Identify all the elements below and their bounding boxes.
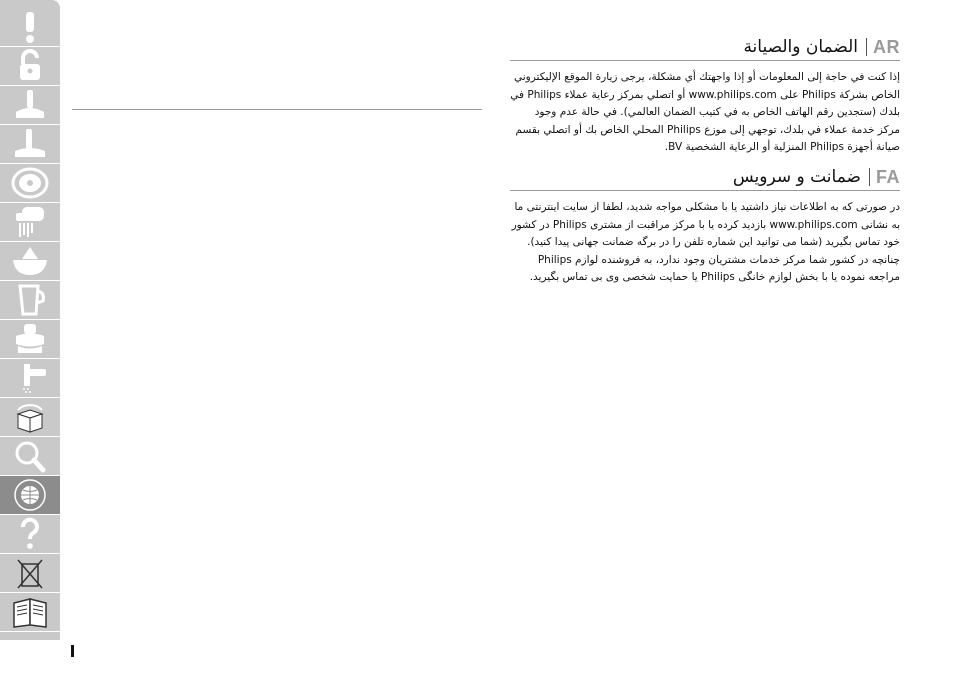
tab-citrus-press[interactable] bbox=[0, 242, 60, 281]
juicer-stand-icon bbox=[10, 88, 50, 122]
juicer-stand-icon bbox=[10, 127, 50, 161]
sidebar-tab-strip bbox=[0, 8, 60, 640]
tab-troubleshoot[interactable] bbox=[0, 437, 60, 476]
measuring-jug-icon bbox=[10, 283, 50, 317]
tab-shredder[interactable] bbox=[0, 203, 60, 242]
tab-juicer-stand-1[interactable] bbox=[0, 86, 60, 125]
tab-measuring-jug[interactable] bbox=[0, 281, 60, 320]
citrus-press-icon bbox=[10, 244, 50, 278]
shredder-icon bbox=[10, 205, 50, 239]
section-farsi-paragraph-2: چنانچه در كشور شما مركز خدمات مشتريان وجود ندارد، به فروشنده لوازم Philips مراجعه نموده يا با بخش لوازم خانگی Philips يا حمايت شخصی وی بی تماس بگيريد. bbox=[529, 253, 900, 283]
section-arabic-body bbox=[510, 69, 900, 157]
section-farsi-paragraph-1: در صورتی كه به اطلاعات نياز داشتيد يا با مشكلی مواجه شديد، لطفا از سايت اينترنتی ما به نشانی www.philips.com بازديد كرده يا با مركز مراقبت از مشتری Philips در كشور خود تماس بگيريد (شما می توانيد اين شماره تلفن را در برگه ضمانت جهانی پيدا كنيد). bbox=[511, 201, 900, 248]
section-farsi-header bbox=[510, 160, 900, 191]
tab-safety[interactable] bbox=[0, 8, 60, 47]
open-book-icon bbox=[10, 595, 50, 629]
tab-blender-base[interactable] bbox=[0, 320, 60, 359]
exclamation-icon bbox=[10, 10, 50, 44]
world-wide-guarantee-icon bbox=[10, 478, 50, 512]
unlocked-padlock-icon bbox=[10, 49, 50, 83]
storage-box-icon bbox=[10, 400, 50, 434]
title-separator bbox=[869, 168, 870, 186]
sidebar-top-cap bbox=[0, 0, 60, 8]
water-tap-icon bbox=[10, 361, 50, 395]
section-arabic-title: الضمان والصيانة bbox=[743, 37, 858, 57]
section-arabic-paragraph: إذا كنت في حاجة إلى المعلومات أو إذا واجهتك أي مشكلة، يرجى زيارة الموقع الإليكتروني الخاص بشركة Philips على www.philips.com أو اتصلي بمركز رعاية عملاء Philips في بلدك (ستجدين رقم الهاتف الخاص به في كتيب الضمان العالمي). في حالة عدم وجود مركز خدمة عملاء في بلدك، توجهي إلى موزع Philips المحلي الخاص بك أو اتصلي بقسم صيانة أجهزة Philips المنزلية أو الرعاية الشخصية BV. bbox=[510, 71, 900, 153]
section-farsi-code: FA bbox=[875, 167, 900, 187]
tab-guarantee[interactable] bbox=[0, 476, 60, 515]
section-arabic-code: AR bbox=[873, 37, 900, 57]
section-arabic-header bbox=[510, 30, 900, 61]
left-column-rule bbox=[72, 109, 482, 110]
tab-storage[interactable] bbox=[0, 398, 60, 437]
section-farsi-title: ضمانت و سرويس bbox=[732, 167, 861, 187]
tab-environment[interactable] bbox=[0, 554, 60, 593]
tab-unlock[interactable] bbox=[0, 47, 60, 86]
tab-help[interactable] bbox=[0, 515, 60, 554]
section-farsi-body bbox=[510, 199, 900, 287]
magnifier-icon bbox=[10, 439, 50, 473]
section-arabic bbox=[510, 30, 900, 157]
page-marker bbox=[71, 645, 74, 657]
tab-grating-disc[interactable] bbox=[0, 164, 60, 203]
question-mark-icon bbox=[10, 517, 50, 551]
tab-water-tap[interactable] bbox=[0, 359, 60, 398]
disposal-bin-icon bbox=[10, 556, 50, 590]
tab-juicer-stand-2[interactable] bbox=[0, 125, 60, 164]
blender-base-icon bbox=[10, 322, 50, 356]
grating-disc-icon bbox=[10, 166, 50, 200]
title-separator bbox=[866, 38, 867, 56]
sidebar-bottom-cap bbox=[0, 632, 60, 640]
tab-manual[interactable] bbox=[0, 593, 60, 632]
section-farsi bbox=[510, 160, 900, 287]
